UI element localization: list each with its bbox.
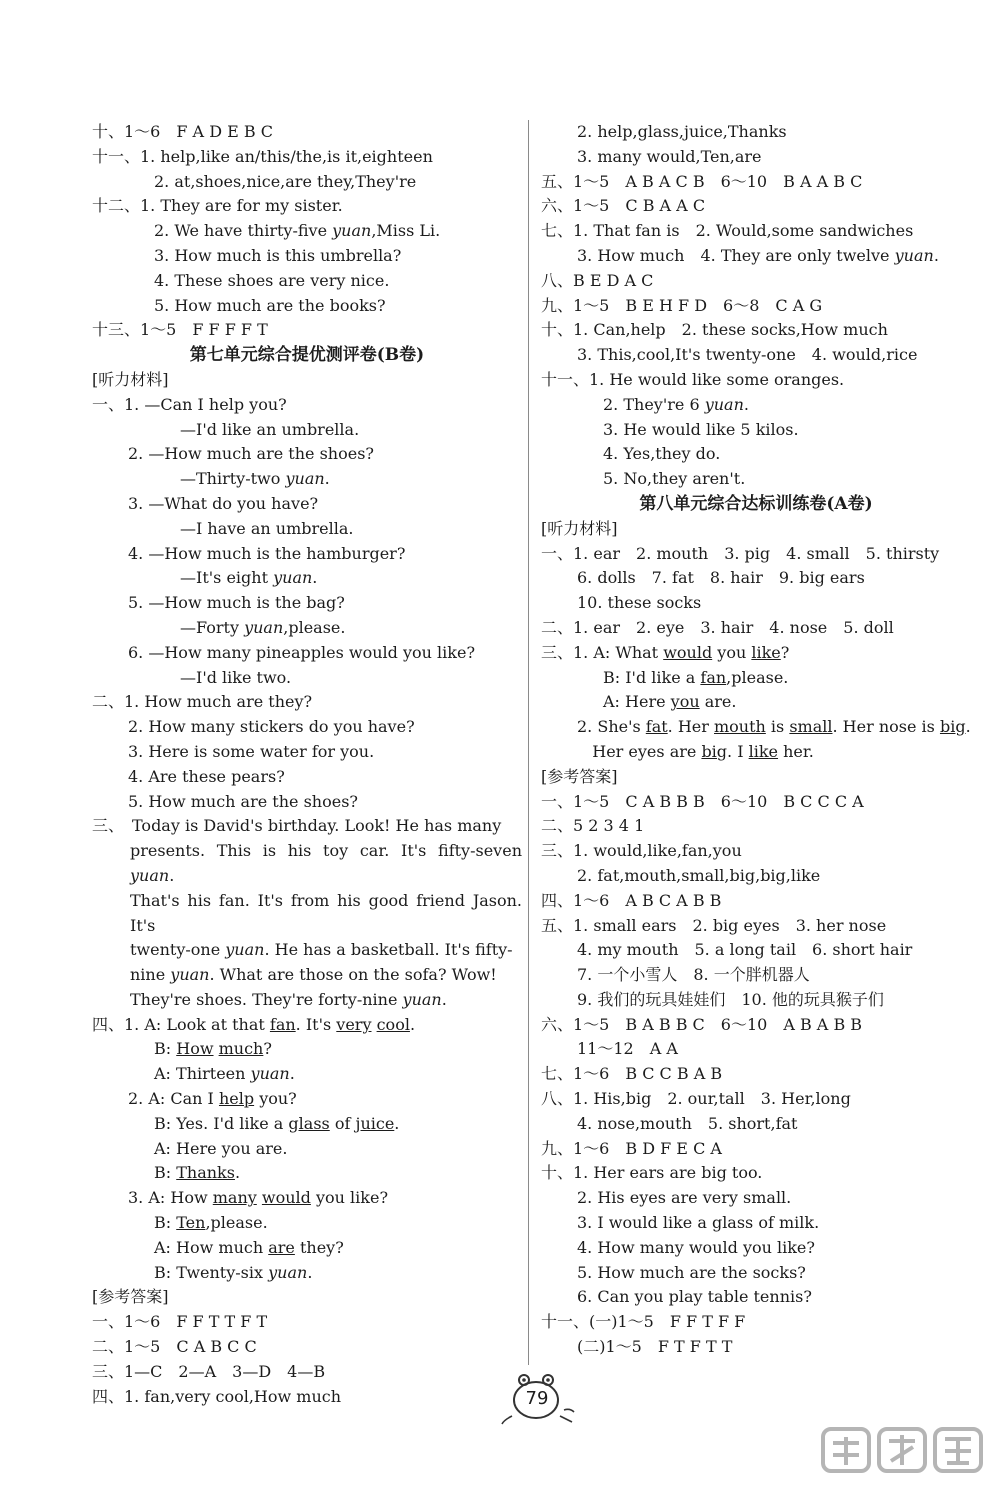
section-heading: 第八单元综合达标训练卷(A卷) [639,493,873,514]
answer-line: 7. 一个小雪人 8. 一个胖机器人 [577,965,810,985]
answer-line: —It's eight yuan. [180,568,318,588]
answer-line: 二、1～5 C A B C C [92,1337,257,1357]
answer-line: 二、1. ear 2. eye 3. hair 4. nose 5. doll [541,617,894,637]
answer-line: A: Here you are. [154,1138,288,1158]
answer-line: B: Yes. I'd like a glass of juice. [154,1113,400,1133]
answer-line: 4. my mouth 5. a long tail 6. short hair [577,940,913,960]
answer-line: 3. He would like 5 kilos. [603,419,799,439]
answer-line: nine yuan. What are those on the sofa? Wow! [130,965,497,985]
answer-line: 2. She's fat. Her mouth is small. Her nose is big. [577,717,971,737]
watermark-logo-icon [815,1425,995,1495]
answer-line: 八、1. His,big 2. our,tall 3. Her,long [541,1089,851,1109]
answer-line: 4. —How much is the hamburger? [128,543,406,563]
answer-line: —Thirty-two yuan. [180,469,330,489]
answer-line: 3. How much is this umbrella? [154,245,402,265]
right-column [541,120,971,1360]
section-label: [参考答案] [92,1287,169,1307]
answer-line: 三、1—C 2—A 3—D 4—B [92,1361,326,1381]
answer-line: 九、1～6 B D F E C A [541,1138,722,1158]
answer-line: —Forty yuan,please. [180,617,346,637]
answer-line: —I'd like two. [180,667,292,687]
answer-line: Her eyes are big. I like her. [577,741,814,761]
answer-line: 9. 我们的玩具娃娃们 10. 他的玩具猴子们 [577,989,884,1009]
answer-line: 五、1～5 A B A C B 6～10 B A A B C [541,171,863,191]
answer-line: 2. —How much are the shoes? [128,444,374,464]
answer-line: 五、1. small ears 2. big eyes 3. her nose [541,915,887,935]
answer-line: A: Thirteen yuan. [154,1064,295,1084]
answer-line: 6. dolls 7. fat 8. hair 9. big ears [577,568,865,588]
answer-line: 七、1～6 B C C B A B [541,1064,723,1084]
answer-line: 3. How much 4. They are only twelve yuan. [577,245,939,265]
answer-line: They're shoes. They're forty-nine yuan. [130,989,447,1009]
answer-line: 2. A: Can I help you? [128,1089,297,1109]
answer-line: 十三、1～5 F F F F T [92,320,268,340]
answer-line: B: I'd like a fan,please. [603,667,789,687]
page-number: 79 [525,1388,549,1409]
answer-line: twenty-one yuan. He has a basketball. It's fifty- [130,940,513,960]
answer-line: 4. Yes,they do. [603,444,721,464]
answer-line: B: Twenty-six yuan. [154,1262,313,1282]
answer-line: 四、1. fan,very cool,How much [92,1386,342,1406]
answer-line: B: How much? [154,1039,272,1059]
answer-line: 5. How much are the socks? [577,1262,806,1282]
answer-line: 三、1. would,like,fan,you [541,841,742,861]
answer-line: 十一、1. help,like an/this/the,is it,eighteen [92,146,433,166]
answer-line: 10. these socks [577,593,702,613]
answer-line: 5. No,they aren't. [603,469,746,489]
answer-line: 5. How much are the books? [154,295,386,315]
answer-line: 11～12 A A [577,1039,678,1059]
answer-line: 十二、1. They are for my sister. [92,196,343,216]
answer-line: 2. How many stickers do you have? [128,717,415,737]
answer-line: 十、1. Her ears are big too. [541,1163,763,1183]
answer-line: 一、1. —Can I help you? [92,394,287,414]
answer-line: 九、1～5 B E H F D 6～8 C A G [541,295,823,315]
answer-line: (二)1～5 F T F T T [577,1337,733,1357]
answer-line: 十一、(一)1～5 F F T F F [541,1312,746,1332]
answer-line: 6. —How many pineapples would you like? [128,642,476,662]
answer-line: 一、1～6 F F T T F T [92,1312,268,1332]
answer-line: 6. Can you play table tennis? [577,1287,812,1307]
answer-line: B: Ten,please. [154,1213,268,1233]
answer-line: 2. fat,mouth,small,big,big,like [577,865,821,885]
answer-line: 2. They're 6 yuan. [603,394,749,414]
section-label: [听力材料] [92,369,169,389]
answer-line: 四、1～6 A B C A B B [541,890,722,910]
answer-line: 2. help,glass,juice,Thanks [577,122,787,141]
answer-line: 5. How much are the shoes? [128,791,358,811]
answer-line: 4. How many would you like? [577,1237,815,1257]
section-label: [参考答案] [541,766,618,786]
answer-line: A: How much are they? [154,1237,344,1257]
answer-line: 2. at,shoes,nice,are they,They're [154,171,417,191]
answer-line: 3. —What do you have? [128,493,319,513]
answer-line: presents. This is his toy car. It's fifty-seven yuan. [130,841,522,885]
answer-line: 七、1. That fan is 2. Would,some sandwiches [541,221,914,241]
answer-line: 三、1. A: What would you like? [541,642,790,662]
answer-line: 八、B E D A C [541,270,654,290]
answer-line: 3. many would,Ten,are [577,146,762,166]
answer-line: 三、 Today is David's birthday. Look! He has many [92,816,502,836]
answer-line: 3. I would like a glass of milk. [577,1213,820,1233]
answer-line: 4. Are these pears? [128,766,285,786]
answer-line: 六、1～5 C B A A C [541,196,706,216]
answer-line: 2. His eyes are very small. [577,1188,792,1208]
answer-line: 二、5 2 3 4 1 [541,816,645,836]
left-column [92,120,522,1409]
answer-line: 3. This,cool,It's twenty-one 4. would,rice [577,345,918,365]
column-divider [528,120,529,1365]
answer-line: 4. These shoes are very nice. [154,270,390,290]
answer-line: —I'd like an umbrella. [180,419,360,439]
section-heading: 第七单元综合提优测评卷(B卷) [189,345,425,366]
answer-line: 四、1. A: Look at that fan. It's very cool. [92,1014,416,1034]
answer-line: That's his fan. It's from his good friend Jason. It's [130,890,522,935]
answer-line: 十、1～6 F A D E B C [92,122,273,141]
answer-line: 十一、1. He would like some oranges. [541,369,845,389]
answer-line: —I have an umbrella. [180,518,354,538]
answer-line: 一、1～5 C A B B B 6～10 B C C C A [541,791,864,811]
answer-line: 二、1. How much are they? [92,692,313,712]
answer-line: A: Here you are. [603,692,737,712]
answer-line: 5. —How much is the bag? [128,593,345,613]
answer-line: 六、1～5 B A B B C 6～10 A B A B B [541,1014,863,1034]
answer-line: 3. Here is some water for you. [128,741,375,761]
answer-line: 3. A: How many would you like? [128,1188,389,1208]
answer-line: 一、1. ear 2. mouth 3. pig 4. small 5. thirsty [541,543,940,563]
answer-line: 4. nose,mouth 5. short,fat [577,1113,798,1133]
answer-line: 2. We have thirty-five yuan,Miss Li. [154,221,441,241]
section-label: [听力材料] [541,518,618,538]
answer-line: 十、1. Can,help 2. these socks,How much [541,320,888,340]
answer-line: B: Thanks. [154,1163,241,1183]
